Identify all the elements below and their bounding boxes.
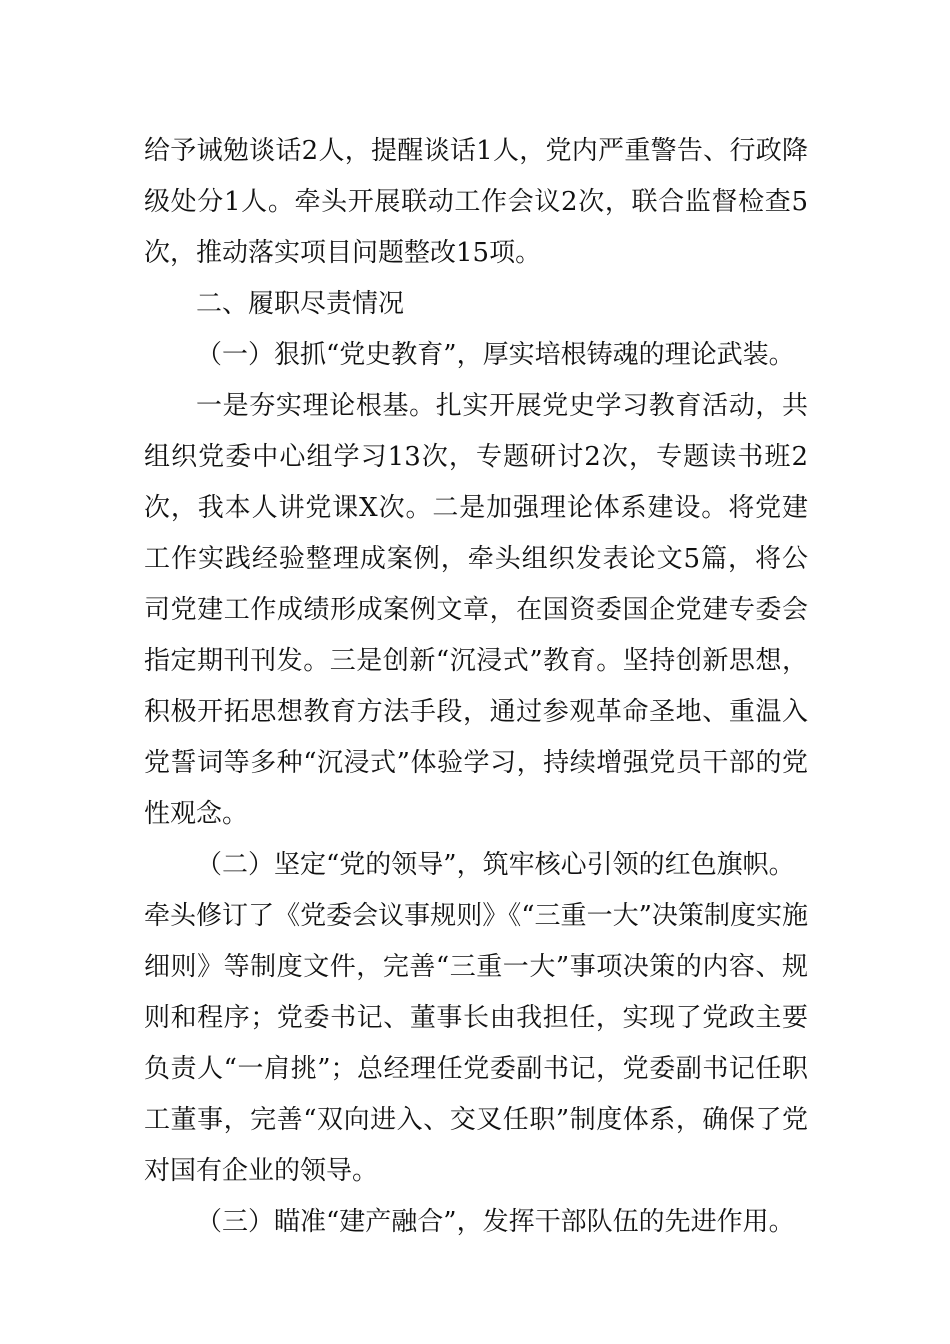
section-heading-duties: 二、履职尽责情况 — [196, 289, 405, 319]
subheading-party-leadership: （二）坚定“党的领导”，筑牢核心引领的红色旗帜。 — [196, 850, 795, 880]
paragraph-party-leadership: 牵头修订了《党委会议事规则》《“三重一大”决策制度实施细则》等制度文件，完善“三重一大”事项决策的内容、规则和程序；党委书记、董事长由我担任，实现了党政主要负责人“一肩挑”；总经理任党委副书记，党委副书记任职工董事，完善“双向进入、交叉任职”制度体系，确保了党对国有企业的领导。 — [144, 901, 808, 1186]
paragraph-discipline-summary: 给予诫勉谈话2人，提醒谈话1人，党内严重警告、行政降级处分1人。牵头开展联动工作会议2次，联合监督检查5次，推动落实项目问题整改15项。 — [144, 136, 808, 268]
document-body — [144, 126, 808, 1248]
subheading-party-history: （一）狠抓“党史教育”，厚实培根铸魂的理论武装。 — [196, 340, 795, 370]
paragraph-party-history: 一是夯实理论根基。扎实开展党史学习教育活动，共组织党委中心组学习13次，专题研讨2次，专题读书班2次，我本人讲党课X次。二是加强理论体系建设。将党建工作实践经验整理成案例，牵头组织发表论文5篇，将公司党建工作成绩形成案例文章，在国资委国企党建专委会指定期刊刊发。三是创新“沉浸式”教育。坚持创新思想，积极开拓思想教育方法手段，通过参观革命圣地、重温入党誓词等多种“沉浸式”体验学习，持续增强党员干部的党性观念。 — [144, 391, 808, 829]
subheading-integration: （三）瞄准“建产融合”，发挥干部队伍的先进作用。 — [196, 1207, 795, 1237]
